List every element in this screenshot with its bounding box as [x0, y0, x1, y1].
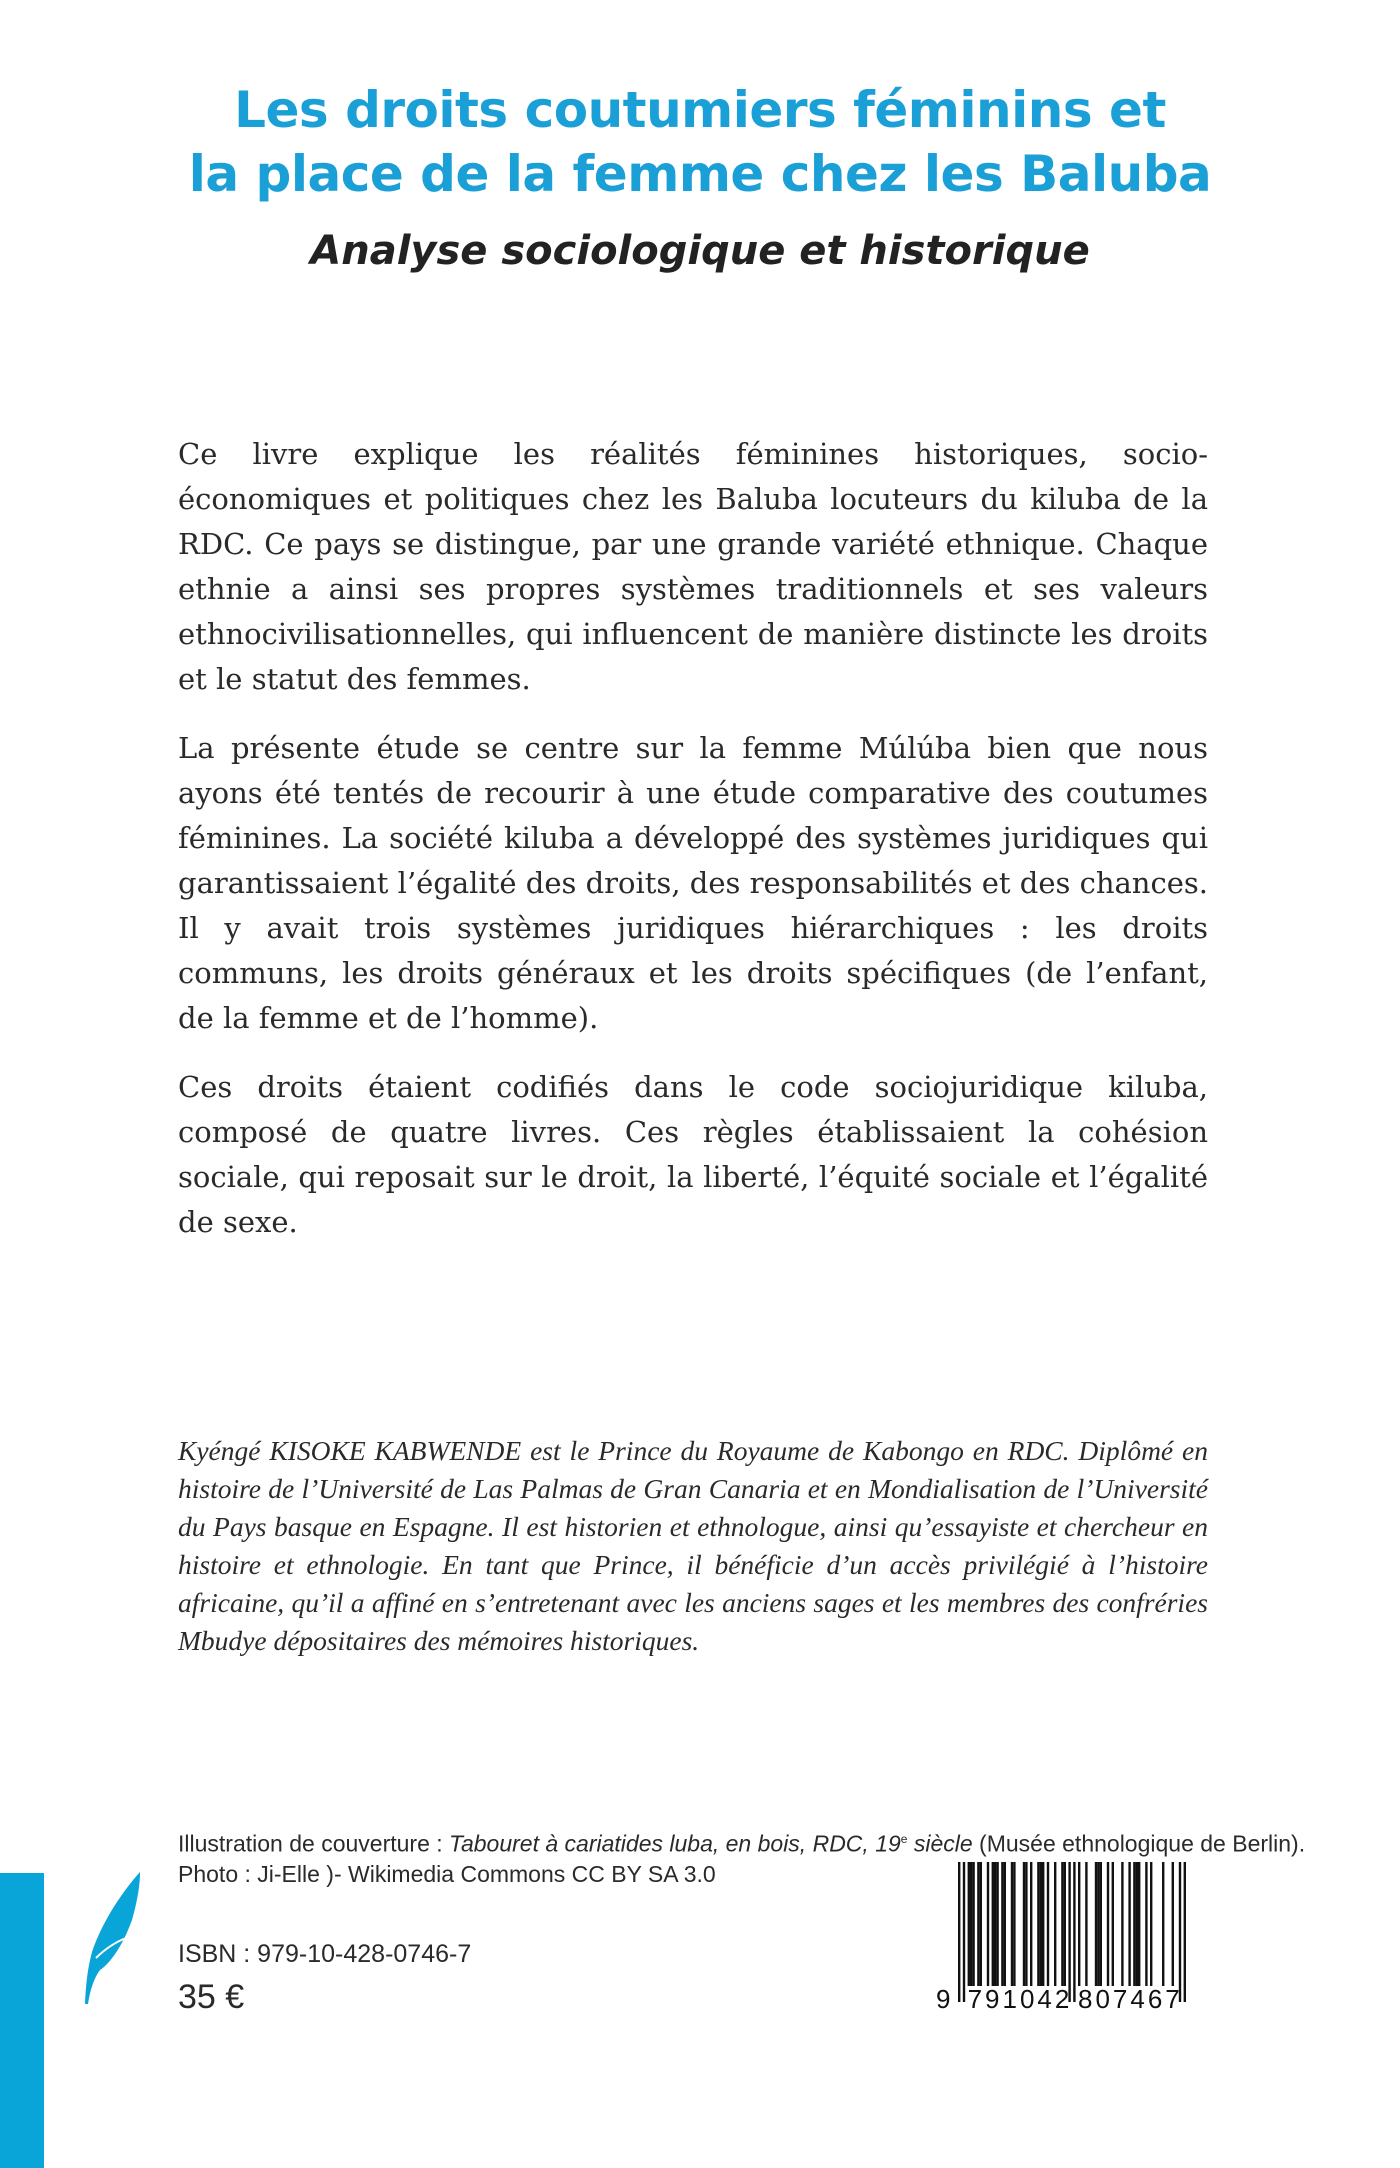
barcode-bar	[968, 1862, 970, 1986]
barcode-bar	[1073, 1862, 1075, 2002]
barcode-bar	[1037, 1862, 1039, 1986]
feather-logo-icon	[82, 1872, 144, 2004]
barcode-bar	[958, 1862, 960, 2002]
barcode-bar	[996, 1862, 998, 1986]
barcode-bar	[1001, 1862, 1003, 1986]
barcode-bar	[972, 1862, 974, 1986]
barcode-bar	[1013, 1862, 1015, 1986]
barcode-bar	[1064, 1862, 1066, 1986]
barcode-bar	[1107, 1862, 1109, 1986]
credits-museum: (Musée ethnologique de Berlin).	[972, 1830, 1306, 1857]
summary-paragraph: La présente étude se centre sur la femme Múlúba bien que nous ayons été tentés de recourir à une étude comparative des coutumes féminines. La société kiluba a développé des systèmes juridiques qui garantissaient l’égalité des droits, des responsabilités et des chances. Il y avait trois systèmes juridiques hiérarchiques : les droits communs, les droits généraux et les droits spécifiques (de l’enfant, de la femme et de l’homme).	[178, 731, 1208, 1035]
barcode-bar	[963, 1862, 965, 2002]
barcode-bar	[1150, 1862, 1152, 1986]
credits-work: Tabouret à cariatides luba, en bois, RDC, 19	[449, 1830, 901, 1857]
author-bio	[178, 1432, 1208, 1660]
barcode-bar	[1162, 1862, 1164, 1986]
barcode-bar	[977, 1862, 979, 1986]
barcode-bar	[1184, 1862, 1186, 2002]
price: 35 €	[178, 1978, 245, 2016]
barcode	[930, 1862, 1200, 2012]
barcode-bar	[1128, 1862, 1130, 1986]
barcode-digit-first: 9	[936, 1984, 954, 2012]
barcode-bar	[994, 1862, 996, 1986]
book-subtitle: Analyse sociologique et historique	[310, 228, 1090, 274]
author-name: Kyéngé KISOKE KABWENDE	[178, 1435, 522, 1466]
barcode-bar	[970, 1862, 972, 1986]
barcode-bar	[1054, 1862, 1056, 1986]
title-line-1: Les droits coutumiers féminins et	[234, 81, 1166, 139]
barcode-bar	[1085, 1862, 1087, 1986]
barcode-bar	[980, 1862, 982, 1986]
credits-sup: e	[900, 1832, 908, 1846]
barcode-digits-left: 791042	[967, 1984, 1073, 2012]
credits-work-end: siècle	[907, 1830, 973, 1857]
book-title	[0, 78, 1400, 206]
barcode-bar	[1042, 1862, 1044, 1986]
barcode-bar	[1172, 1862, 1174, 1986]
barcode-bar	[1047, 1862, 1049, 1986]
summary-paragraph: Ces droits étaient codifiés dans le code sociojuridique kiluba, composé de quatre livres. Ces règles établissaient la cohésion sociale, qui reposait sur le droit, la liberté, l’équité sociale et l’égalité de sexe.	[178, 1070, 1208, 1239]
credits-photo: Photo : Ji-Elle )- Wikimedia Commons CC BY SA 3.0	[178, 1860, 716, 1887]
barcode-bar	[1179, 1862, 1181, 2002]
barcode-bar	[1145, 1862, 1147, 1986]
isbn: ISBN : 979-10-428-0746-7	[178, 1940, 472, 1968]
barcode-bar	[1004, 1862, 1006, 1986]
barcode-bar	[1133, 1862, 1135, 1986]
barcode-digits-right: 807467	[1078, 1984, 1183, 2012]
title-line-2: la place de la femme chez les Baluba	[188, 145, 1212, 203]
barcode-bar	[1100, 1862, 1102, 1986]
barcode-bar	[1078, 1862, 1080, 1986]
barcode-bar	[1068, 1862, 1070, 2002]
barcode-bar	[1011, 1862, 1013, 1986]
barcode-bar	[1138, 1862, 1140, 1986]
barcode-bar	[1097, 1862, 1099, 1986]
barcode-bar	[987, 1862, 989, 1986]
author-bio-text: est le Prince du Royaume de Kabongo en RDC. Diplômé en histoire de l’Université de Las Palmas de Gran Canaria et en Mondialisation de l’Université du Pays basque en Espagne. Il est historien et ethnologue, ainsi qu’essayiste et chercheur en histoire et ethnologie. En tant que Prince, il bénéficie d’un accès privilégié à l’histoire africaine, qu’il a affiné en s’entretenant avec les anciens sages et les membres des confréries Mbudye dépositaires des mémoires historiques.	[178, 1435, 1209, 1656]
barcode-bar	[1025, 1862, 1027, 1986]
barcode-bar	[1023, 1862, 1025, 1986]
barcode-bar	[992, 1862, 994, 1986]
barcode-bar	[1061, 1862, 1063, 1986]
publisher-color-band	[0, 1873, 44, 2168]
barcode-bar	[1030, 1862, 1032, 1986]
barcode-bar	[1095, 1862, 1097, 1986]
summary	[178, 432, 1208, 1269]
credits-label: Illustration de couverture :	[178, 1830, 450, 1857]
barcode-bar	[1112, 1862, 1114, 1986]
barcode-bar	[1040, 1862, 1042, 1986]
summary-paragraph: Ce livre explique les réalités féminines historiques, socio-économiques et politiques chez les Baluba locuteurs du kiluba de la RDC. Ce pays se distingue, par une grande variété ethnique. Chaque ethnie a ainsi ses propres systèmes traditionnels et ses valeurs ethnocivilisationnelles, qui influencent de manière distincte les droits et le statut des femmes.	[178, 437, 1208, 696]
barcode-bar	[1121, 1862, 1123, 1986]
barcode-bar	[1136, 1862, 1138, 1986]
